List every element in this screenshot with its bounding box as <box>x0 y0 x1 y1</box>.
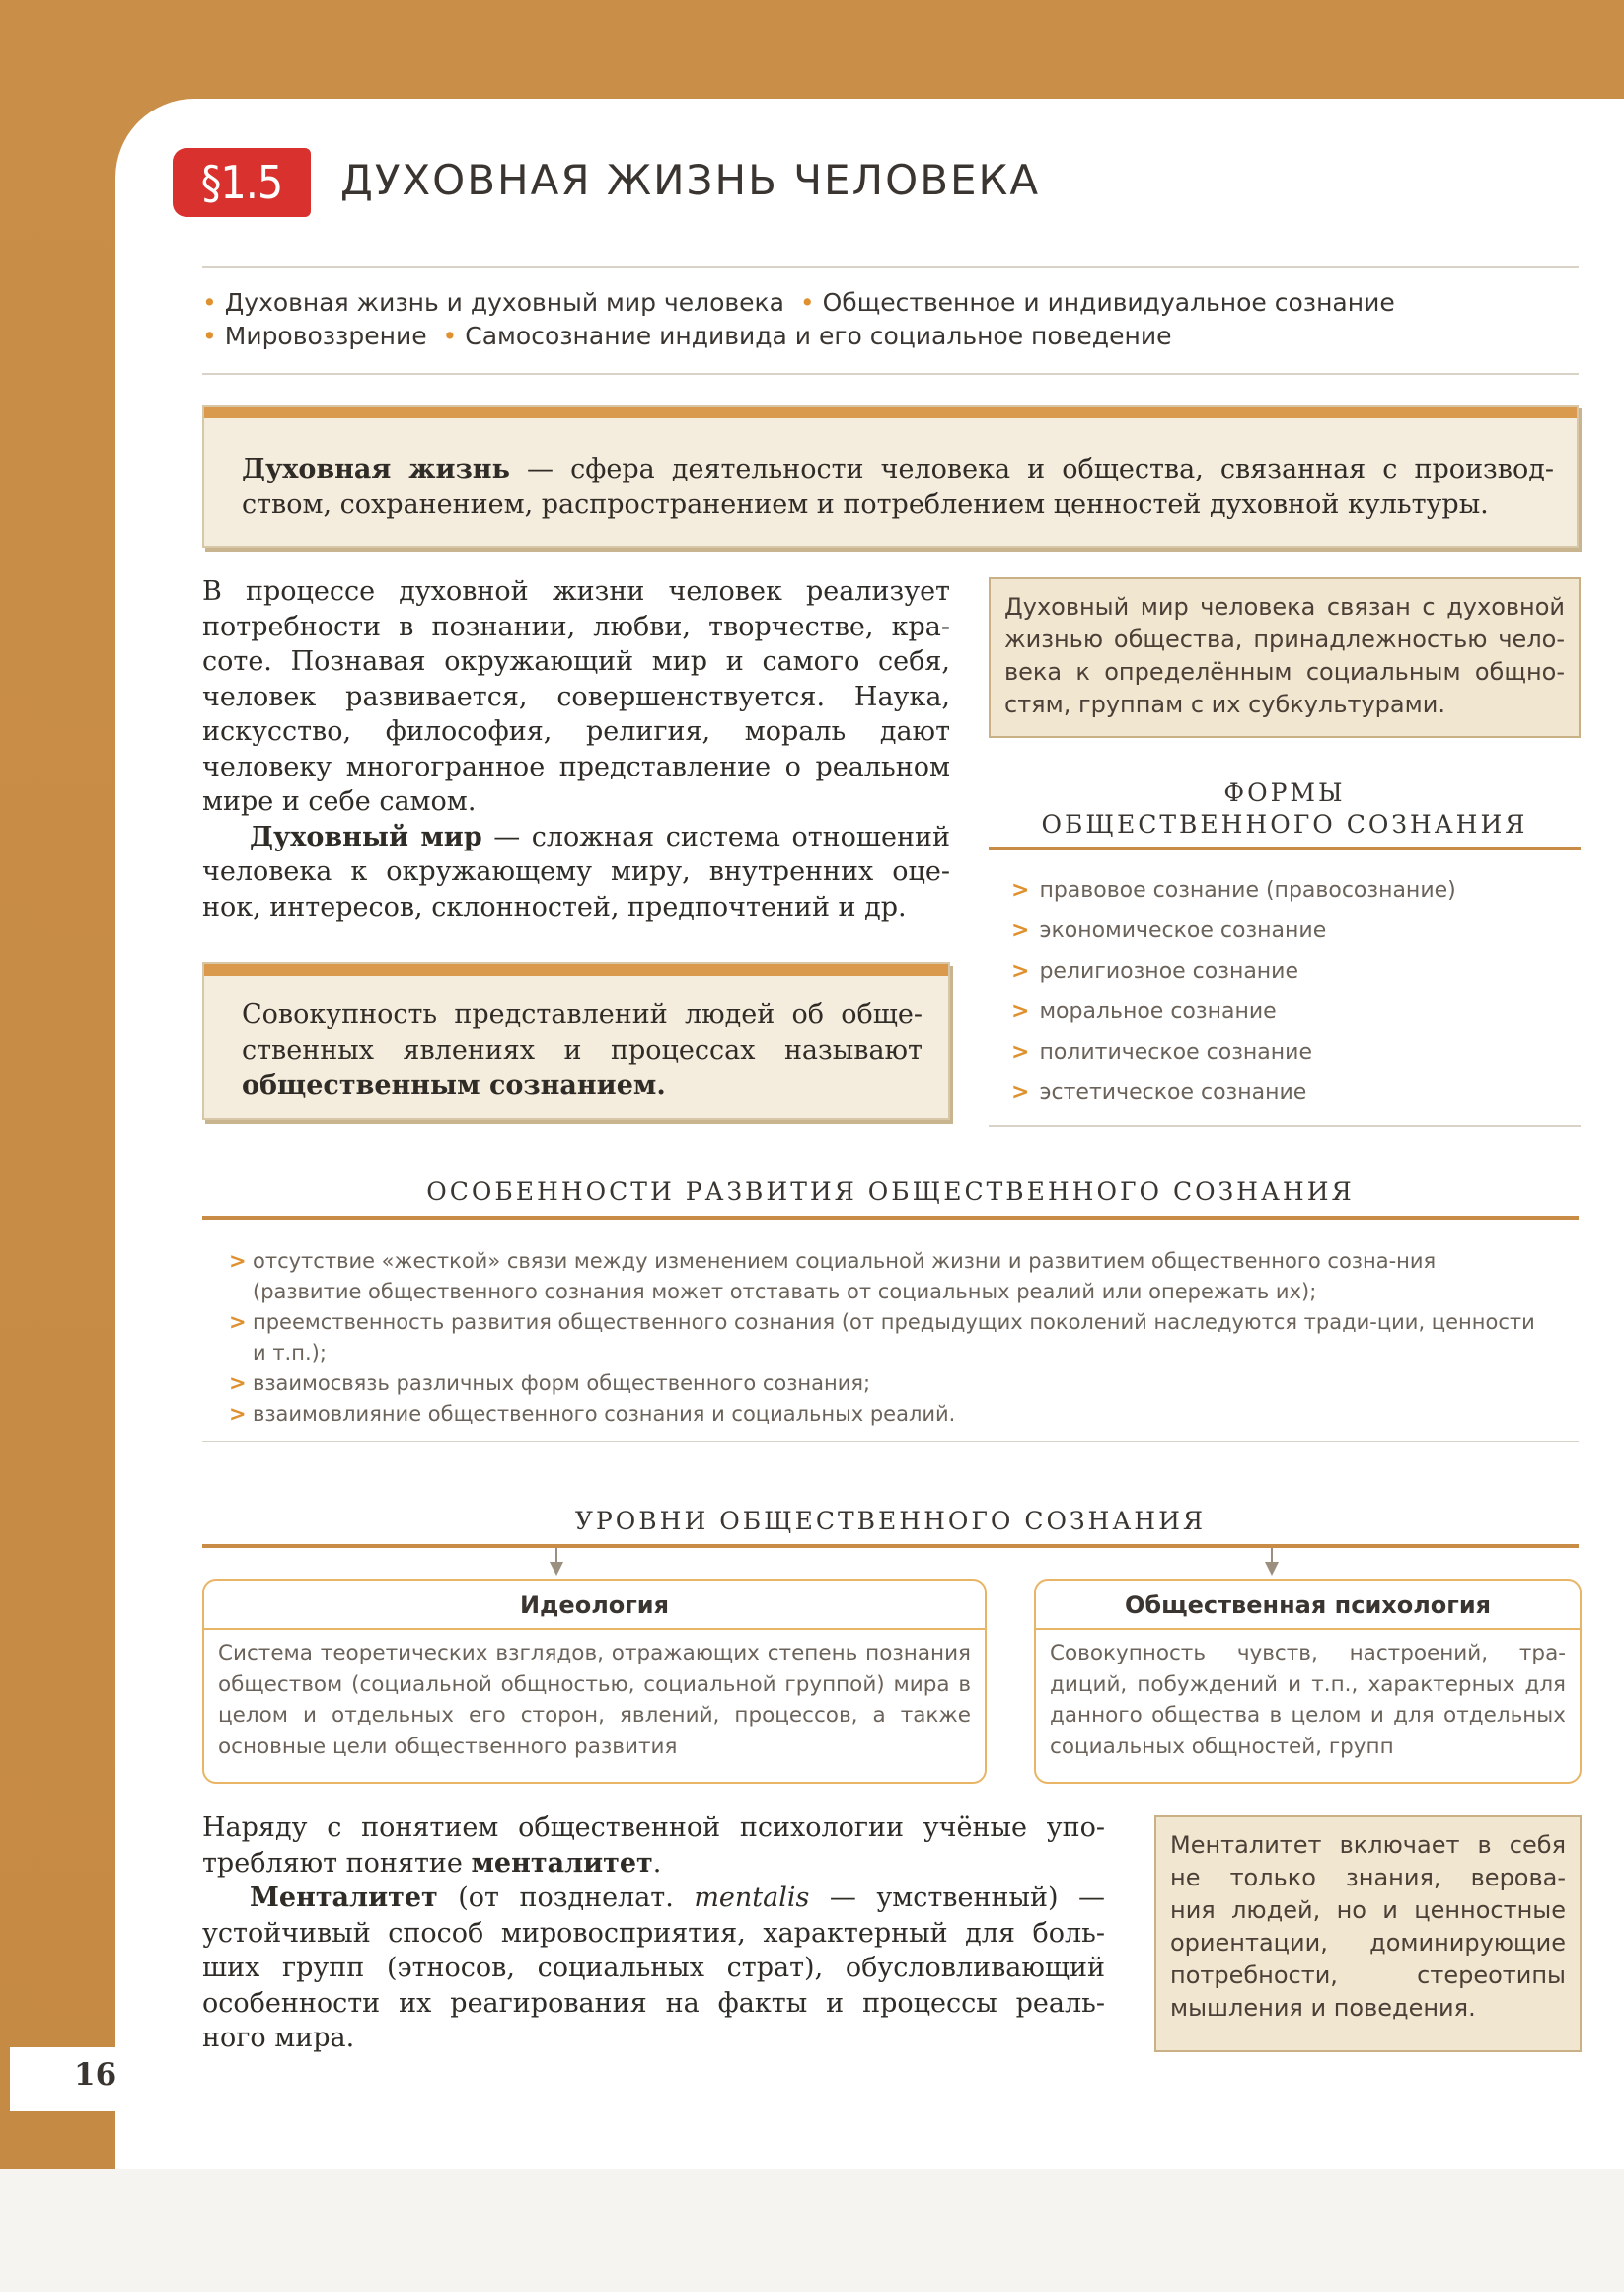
level-box-psychology <box>1034 1579 1582 1784</box>
forms-bottom-rule <box>989 1125 1581 1127</box>
features-heading: ОСОБЕННОСТИ РАЗВИТИЯ ОБЩЕСТВЕННОГО СОЗНАНИЯ <box>426 1177 1355 1206</box>
topic-item: Духовная жизнь и духовный мир человека <box>224 288 784 317</box>
definition-text: Духовная жизнь — сфера деятельности человека и общества, связанная с производ- ством, сохранением, распространением и потреблением ценностей духовной культуры. <box>242 454 1554 520</box>
chevron-right-icon: > <box>1011 959 1030 984</box>
chevron-right-icon: > <box>1011 1040 1030 1065</box>
definition-box-social-consciousness <box>202 962 950 1120</box>
bullet-icon: • <box>442 322 458 350</box>
arrow-down-icon <box>1265 1562 1279 1576</box>
definition-box-bar <box>204 964 948 976</box>
chevron-right-icon: > <box>229 1402 247 1426</box>
topics-line-1 <box>202 286 1395 320</box>
chevron-right-icon: > <box>1011 999 1030 1024</box>
list-item: > экономическое сознание <box>1011 919 1327 943</box>
topics-list <box>202 286 1395 353</box>
scan-bottom-margin <box>0 2169 1624 2292</box>
definition-term: Духовная жизнь <box>242 454 510 484</box>
list-item: > моральное сознание <box>1011 999 1277 1024</box>
forms-list <box>1011 870 1584 1113</box>
latin-word: mentalis <box>694 1883 810 1913</box>
level-title: Общественная психология <box>1036 1581 1580 1630</box>
list-item: > правовое сознание (правосознание) <box>1011 878 1456 903</box>
definition-term: общественным сознанием. <box>242 1071 666 1101</box>
level-description: Совокупность чувств, настроений, тра-диций, побуждений и т.п., характерных для данного общества в целом и для отдельных социальных общностей, групп <box>1050 1641 1566 1759</box>
chevron-right-icon: > <box>229 1249 247 1273</box>
definition-text: Совокупность представлений людей об обще- ственных явлениях и процессах называют общественным сознанием. <box>242 999 923 1101</box>
list-item: > взаимосвязь различных форм общественного сознания; <box>229 1368 1541 1399</box>
sidebox-mentality: Менталитет включает в себя не только знания, верова- ния людей, но и ценностные ориентации, доминирующие потребности, стереотипы мышления и поведения. <box>1154 1815 1582 2052</box>
page-number: 16 <box>74 2057 117 2093</box>
chevron-right-icon: > <box>1011 1080 1030 1105</box>
term-spiritual-world: Духовный мир <box>250 821 482 852</box>
features-bottom-rule <box>202 1441 1579 1442</box>
list-item: > эстетическое сознание <box>1011 1080 1307 1105</box>
list-item: > религиозное сознание <box>1011 959 1299 984</box>
chevron-right-icon: > <box>229 1310 247 1334</box>
chevron-right-icon: > <box>1011 919 1030 943</box>
chevron-right-icon: > <box>1011 878 1030 903</box>
definition-box-spiritual-life <box>202 405 1579 548</box>
levels-heading-rule <box>202 1544 1579 1548</box>
term-mentality: менталитет <box>471 1847 653 1879</box>
arrow-stem <box>555 1548 557 1562</box>
body-text-spiritual-world: В процессе духовной жизни человек реализует потребности в познании, любви, творчестве, кра- соте. Познавая окружающий мир и самого себя, человек развивается, совершенствуется. Наука, искусство, философия, религия, мораль дают человеку многогранное представление о реальном мире и себе самом. Духовный мир — сложная система отношений человека к окружающему миру, внутренних оце- нок, интересов, склонностей, предпочтений и др. <box>202 576 950 923</box>
topic-item: Мировоззрение <box>224 322 427 350</box>
topics-line-2 <box>202 320 1395 353</box>
list-item: > взаимовлияние общественного сознания и социальных реалий. <box>229 1399 1541 1430</box>
section-badge: §1.5 <box>173 148 311 217</box>
topic-item: Самосознание индивида и его социальное поведение <box>465 322 1172 350</box>
features-heading-rule <box>202 1216 1579 1220</box>
topics-bottom-rule <box>202 373 1579 375</box>
level-box-ideology <box>202 1579 987 1784</box>
arrow-down-icon <box>550 1562 563 1576</box>
list-item: > преемственность развития общественного сознания (от предыдущих поколений наследуются тради-ции, ценности и т.п.); <box>229 1307 1541 1368</box>
features-list <box>229 1246 1541 1430</box>
forms-heading-rule <box>989 847 1581 850</box>
topics-top-rule <box>202 266 1579 268</box>
definition-box-bar <box>204 407 1577 418</box>
body-text-mentality: Наряду с понятием общественной психологии учёные упо- требляют понятие менталитет. Менталитет (от позднелат. mentalis — умственный) — устойчивый способ мировосприятия, характерный для боль- ших групп (этносов, социальных страт), обусловливающий особенности их реагирования на факты и процессы реаль- ного мира. <box>202 1812 1105 2053</box>
list-item: > политическое сознание <box>1011 1040 1312 1065</box>
bullet-icon: • <box>799 288 815 317</box>
arrow-stem <box>1271 1548 1273 1562</box>
level-title: Идеология <box>204 1581 985 1630</box>
level-description: Система теоретических взглядов, отражающих степень познания обществом (социальной общностью, социальной группой) мира в целом и отдельных его сторон, явлений, процессов, а также основные цели общественного развития <box>218 1641 971 1759</box>
term-mentality-definition: Менталитет <box>250 1883 438 1913</box>
topic-item: Общественное и индивидуальное сознание <box>822 288 1395 317</box>
bullet-icon: • <box>202 288 217 317</box>
sidebox-spiritual-world: Духовный мир человека связан с духовной жизнью общества, принадлежностью чело- века к определённым социальным общно- стям, группам с их субкультурами. <box>989 577 1581 738</box>
page-title: ДУХОВНАЯ ЖИЗНЬ ЧЕЛОВЕКА <box>340 156 1041 204</box>
chevron-right-icon: > <box>229 1371 247 1395</box>
levels-heading: УРОВНИ ОБЩЕСТВЕННОГО СОЗНАНИЯ <box>574 1507 1207 1535</box>
list-item: > отсутствие «жесткой» связи между изменением социальной жизни и развитием общественного созна-ния (развитие общественного сознания может отставать от социальных реалий или опережать их); <box>229 1246 1541 1307</box>
forms-heading: ФОРМЫ ОБЩЕСТВЕННОГО СОЗНАНИЯ <box>1041 778 1528 839</box>
bullet-icon: • <box>202 322 217 350</box>
